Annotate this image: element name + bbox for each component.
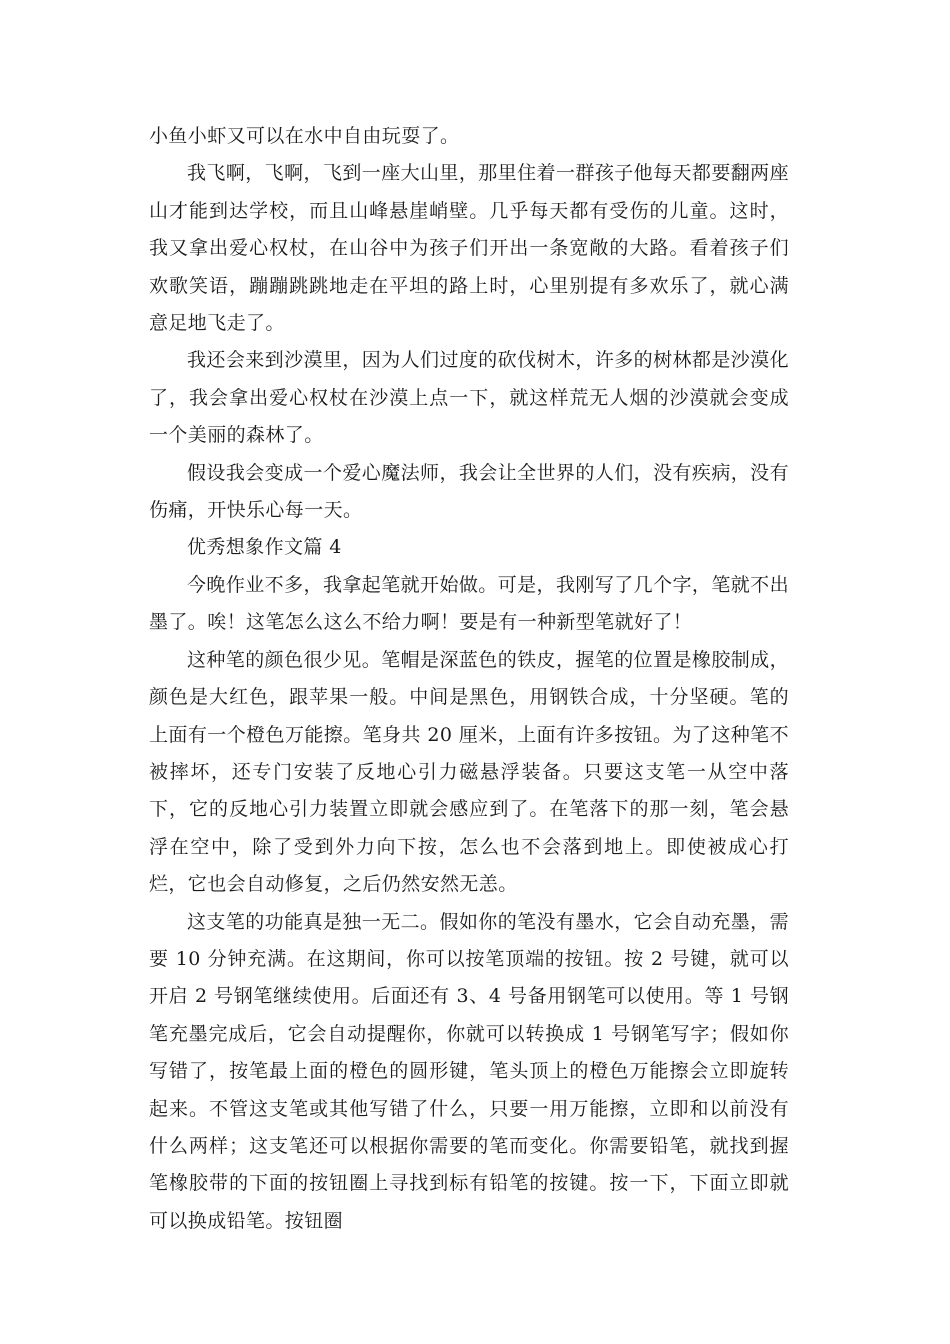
- paragraph-wish: 假设我会变成一个爱心魔法师，我会让全世界的人们，没有疾病，没有伤痛，开快乐心每一天。: [149, 461, 789, 522]
- paragraph-continuation: 小鱼小虾又可以在水中自由玩耍了。: [149, 125, 460, 147]
- paragraph-pen-function: 这支笔的功能真是独一无二。假如你的笔没有墨水，它会自动充墨，需要 10 分钟充满。在这期间，你可以按笔顶端的按钮。按 2 号键，就可以开启 2 号钢笔继续使用。后面还有 3、4 号备用钢笔可以使用。等 1 号钢笔充墨完成后，它会自动提醒你，你就可以转换成 1 号钢笔写字；假如你写错了，按笔最上面的橙色的圆形键，笔头顶上的橙色万能擦会立即旋转起来。不管这支笔或其他写错了什么，只要一用万能擦，立即和以前没有什么两样；这支笔还可以根据你需要的笔而变化。你需要铅笔，就找到握笔橡胶带的下面的按钮圈上寻找到标有铅笔的按键。按一下，下面立即就可以换成铅笔。按钮圈: [149, 910, 789, 1232]
- section-heading: 优秀想象作文篇 4: [187, 536, 342, 559]
- paragraph-desert: 我还会来到沙漠里，因为人们过度的砍伐树木，许多的树林都是沙漠化了，我会拿出爱心权杖在沙漠上点一下，就这样荒无人烟的沙漠就会变成一个美丽的森林了。: [149, 349, 789, 447]
- paragraph-pen-appearance: 这种笔的颜色很少见。笔帽是深蓝色的铁皮，握笔的位置是橡胶制成，颜色是大红色，跟苹果一般。中间是黑色，用钢铁合成，十分坚硬。笔的上面有一个橙色万能擦。笔身共 20 厘米，上面有许多按钮。为了这种笔不被摔坏，还专门安装了反地心引力磁悬浮装备。只要这支笔一从空中落下，它的反地心引力装置立即就会感应到了。在笔落下的那一刻，笔会悬浮在空中，除了受到外力向下按，怎么也不会落到地上。即使被成心打烂，它也会自动修复，之后仍然安然无恙。: [149, 648, 789, 896]
- paragraph-mountain: 我飞啊，飞啊，飞到一座大山里，那里住着一群孩子他每天都要翻两座山才能到达学校，而且山峰悬崖峭壁。几乎每天都有受伤的儿童。这时，我又拿出爱心权杖，在山谷中为孩子们开出一条宽敞的大路。看着孩子们欢歌笑语，蹦蹦跳跳地走在平坦的路上时，心里别提有多欢乐了，就心满意足地飞走了。: [149, 162, 789, 335]
- document-body: [149, 118, 789, 1240]
- paragraph-intro: 今晚作业不多，我拿起笔就开始做。可是，我刚写了几个字，笔就不出墨了。唉！这笔怎么这么不给力啊！要是有一种新型笔就好了！: [149, 573, 789, 634]
